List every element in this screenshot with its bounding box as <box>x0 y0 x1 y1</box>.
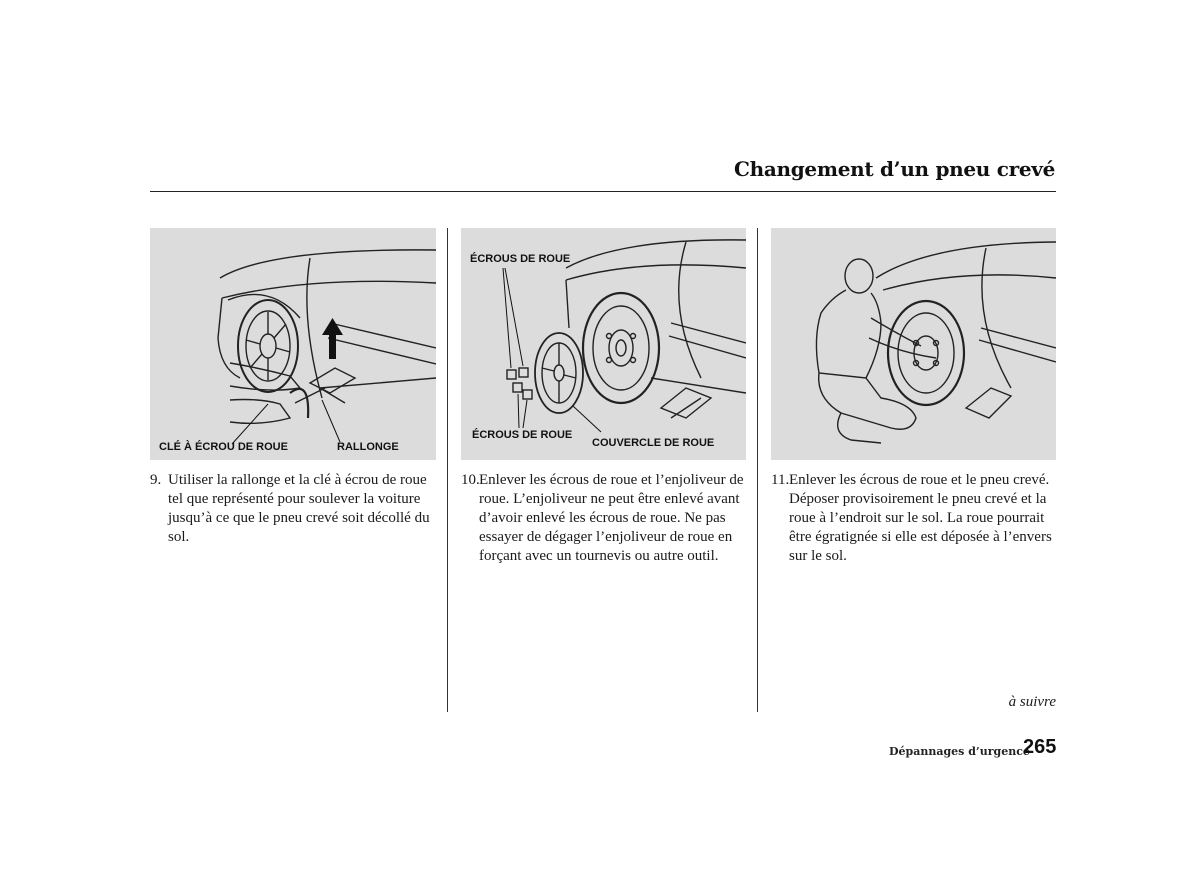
continued-note: à suivre <box>1008 694 1056 710</box>
callout-wheel-cover: COUVERCLE DE ROUE <box>592 437 715 449</box>
step-10-text: Enlever les écrous de roue et l’enjoliveur de roue. L’enjoliveur ne peut être enlevé avant d’avoir enlevé les écrous de roue. Ne pas essayer de dégager l’enjoliveur de roue en forçant avec un tournevis ou autre outil. <box>479 472 744 564</box>
callout-wheel-wrench: CLÉ À ÉCROU DE ROUE <box>159 441 288 453</box>
step-9-number: 9. <box>150 472 162 488</box>
step-11-number: 11. <box>771 472 790 488</box>
callout-wheel-nuts-bottom: ÉCROUS DE ROUE <box>472 429 573 441</box>
step-9-text: Utiliser la rallonge et la clé à écrou de roue tel que représenté pour soulever la voiture jusqu’à ce que le pneu crevé soit décollé du sol. <box>168 472 430 545</box>
step-10-number: 10. <box>461 472 480 488</box>
column-divider-2 <box>757 228 758 712</box>
callout-wheel-nuts-top: ÉCROUS DE ROUE <box>470 253 571 265</box>
figure-remove-tire <box>771 228 1056 460</box>
remove-tire-illustration <box>771 228 1056 460</box>
up-arrow-icon <box>322 318 343 359</box>
jack-illustration <box>150 228 436 460</box>
figure-jack-raising <box>150 228 436 460</box>
footer-section-title: Dépannages d’urgence <box>889 745 1030 758</box>
callout-extension: RALLONGE <box>337 441 399 453</box>
page-number: 265 <box>1023 736 1057 758</box>
page-title: Changement d’un pneu crevé <box>733 157 1055 181</box>
title-rule <box>150 191 1056 192</box>
column-divider-1 <box>447 228 448 712</box>
figure-wheel-cover <box>461 228 746 460</box>
step-11-text: Enlever les écrous de roue et le pneu crevé. Déposer provisoirement le pneu crevé et la roue à l’endroit sur le sol. La roue pourrait être égratignée si elle est déposée à l’envers sur le sol. <box>789 472 1052 564</box>
